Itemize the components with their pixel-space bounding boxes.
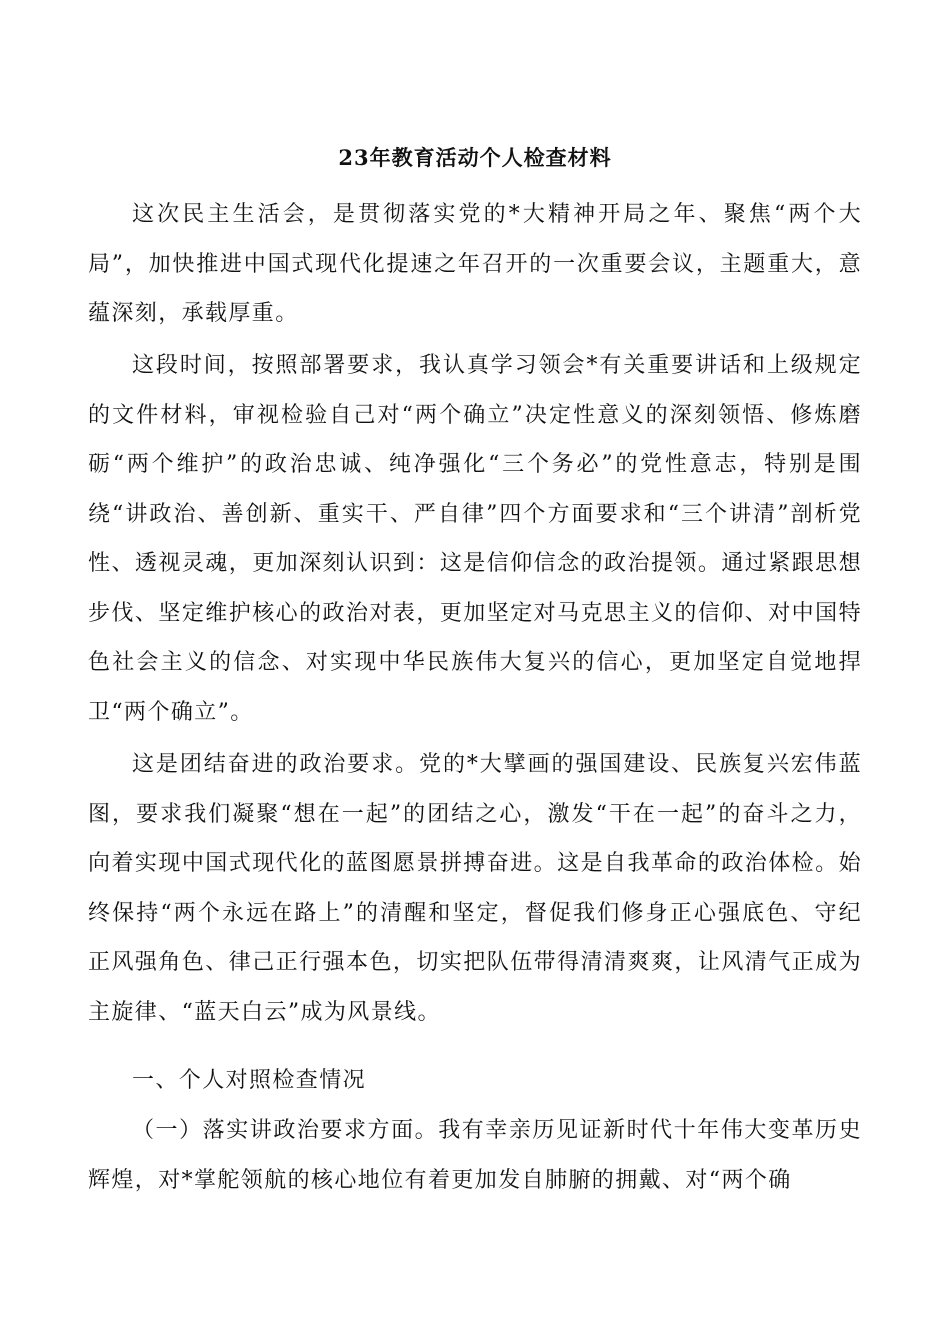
- paragraph-unity: 这是团结奋进的政治要求。党的*大擘画的强国建设、民族复兴宏伟蓝图，要求我们凝聚“想在一起”的团结之心，激发“干在一起”的奋斗之力，向着实现中国式现代化的蓝图愿景拼搏奋进。这是自我革命的政治体检。始终保持“两个永远在路上”的清醒和坚定，督促我们修身正心强底色、守纪正风强角色、律己正行强本色，切实把队伍带得清清爽爽，让风清气正成为主旋律、“蓝天白云”成为风景线。: [88, 752, 862, 1025]
- section-heading-personal-check: 一、个人对照检查情况: [132, 1068, 367, 1093]
- document-title: 23年教育活动个人检查材料: [338, 145, 612, 170]
- paragraph-intro: 这次民主生活会，是贯彻落实党的*大精神开局之年、聚焦“两个大局”，加快推进中国式现代化提速之年召开的一次重要会议，主题重大，意蕴深刻，承载厚重。: [88, 202, 862, 326]
- paragraph-study: 这段时间，按照部署要求，我认真学习领会*有关重要讲话和上级规定的文件材料，审视检验自己对“两个确立”决定性意义的深刻领悟、修炼磨砺“两个维护”的政治忠诚、纯净强化“三个务必”的党性意志，特别是围绕“讲政治、善创新、重实干、严自律”四个方面要求和“三个讲清”剖析党性、透视灵魂，更加深刻认识到：这是信仰信念的政治提领。通过紧跟思想步伐、坚定维护核心的政治对表，更加坚定对马克思主义的信仰、对中国特色社会主义的信念、对实现中华民族伟大复兴的信心，更加坚定自觉地捍卫“两个确立”。: [88, 353, 862, 725]
- paragraph-political-requirements: （一）落实讲政治要求方面。我有幸亲历见证新时代十年伟大变革历史辉煌，对*掌舵领航的核心地位有着更加发自肺腑的拥戴、对“两个确: [88, 1118, 862, 1193]
